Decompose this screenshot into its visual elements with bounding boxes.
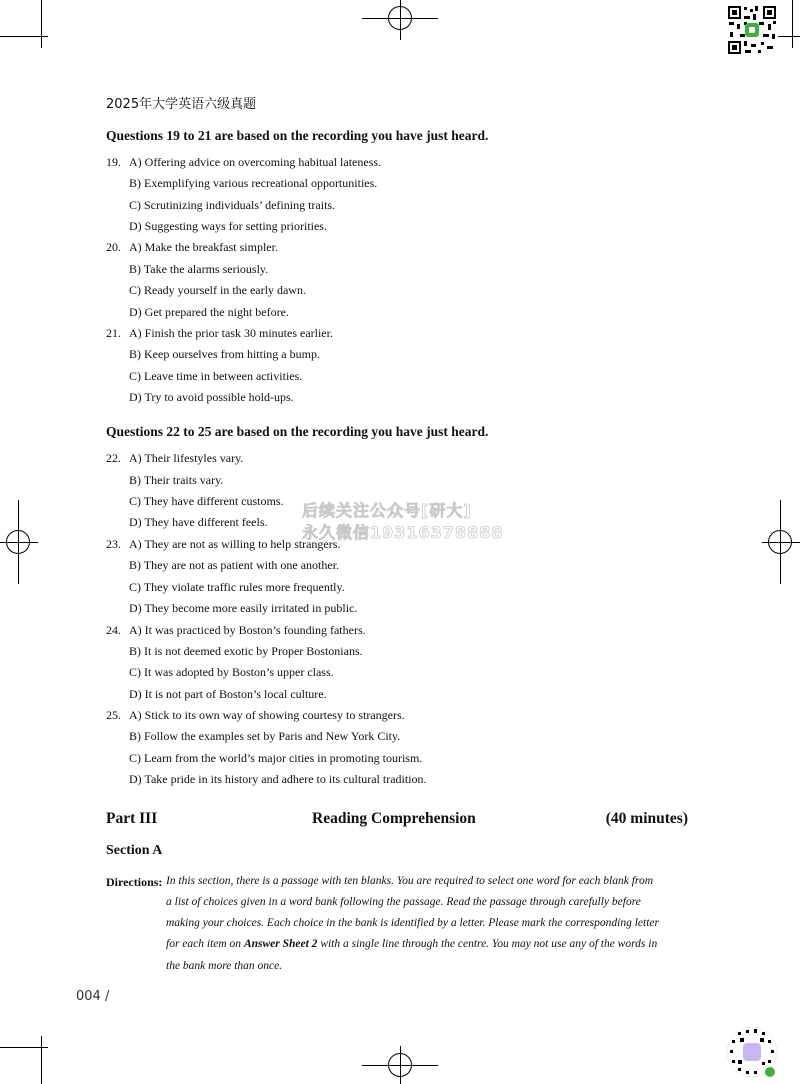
answer-sheet-ref: Answer Sheet 2 — [243, 938, 318, 950]
answer-option[interactable]: C) Ready yourself in the early dawn. — [129, 283, 306, 297]
answer-option[interactable]: A) Make the breakfast simpler. — [129, 240, 278, 254]
answer-option[interactable]: B) Their traits vary. — [129, 473, 224, 487]
answer-option[interactable]: C) Scrutinizing individuals’ defining traits. — [129, 198, 336, 212]
answer-option[interactable]: D) Suggesting ways for setting priorities. — [129, 219, 327, 233]
directions-prefix: for each item on — [166, 938, 242, 950]
answer-option[interactable]: B) Exemplifying various recreational opportunities. — [129, 176, 378, 190]
answer-option[interactable]: B) Take the alarms seriously. — [129, 262, 269, 276]
question-number: 23. — [106, 537, 121, 551]
answer-option[interactable]: A) Finish the prior task 30 minutes earlier. — [129, 326, 333, 340]
answer-option[interactable]: C) They violate traffic rules more frequently. — [129, 580, 345, 594]
question-number: 21. — [106, 326, 121, 340]
part-label: Part III — [106, 810, 158, 827]
answer-option[interactable]: B) It is not deemed exotic by Proper Bostonians. — [129, 644, 363, 658]
question-number: 20. — [106, 240, 121, 254]
watermark-line: 永久微信19316378888 — [302, 523, 504, 542]
crop-mark — [0, 36, 48, 37]
directions-line: a list of choices given in a word bank following the passage. Read the passage through carefully before — [166, 896, 641, 908]
directions-label: Directions: — [106, 875, 163, 889]
directions-suffix: with a single line through the centre. You may not use any of the words in — [320, 938, 658, 950]
crop-mark — [792, 0, 793, 48]
section-heading: Questions 22 to 25 are based on the recording you have just heard. — [106, 424, 489, 439]
answer-option[interactable]: A) Offering advice on overcoming habitual lateness. — [129, 155, 382, 169]
section-title: Section A — [106, 843, 163, 858]
question-number: 19. — [106, 155, 121, 169]
answer-option[interactable]: D) They have different feels. — [129, 515, 268, 529]
page-number: 004 / — [76, 989, 110, 1004]
answer-option[interactable]: B) Follow the examples set by Paris and New York City. — [129, 729, 401, 743]
registration-circle — [388, 1053, 412, 1077]
answer-option[interactable]: D) They become more easily irritated in public. — [129, 601, 358, 615]
answer-option[interactable]: C) They have different customs. — [129, 494, 284, 508]
answer-option[interactable]: A) Their lifestyles vary. — [129, 451, 244, 465]
registration-circle — [6, 530, 30, 554]
answer-option[interactable]: C) Leave time in between activities. — [129, 369, 303, 383]
answer-option[interactable]: D) It is not part of Boston’s local culture. — [129, 687, 327, 701]
question-number: 24. — [106, 623, 121, 637]
answer-option[interactable]: C) It was adopted by Boston’s upper class. — [129, 665, 334, 679]
answer-option[interactable]: C) Learn from the world’s major cities in promoting tourism. — [129, 751, 423, 765]
crop-mark — [41, 1036, 42, 1084]
registration-circle — [768, 530, 792, 554]
page-header-title: 2025年大学英语六级真题 — [106, 97, 257, 112]
answer-option[interactable]: D) Take pride in its history and adhere to its cultural tradition. — [129, 772, 427, 786]
watermark — [302, 500, 503, 544]
directions-line: the bank more than once. — [166, 960, 283, 972]
directions-line: In this section, there is a passage with ten blanks. You are required to select one word for each blank from — [166, 875, 653, 887]
question-number: 22. — [106, 451, 121, 465]
directions-line: making your choices. Each choice in the bank is identified by a letter. Please mark the corresponding letter — [166, 917, 659, 929]
answer-option[interactable]: B) Keep ourselves from hitting a bump. — [129, 347, 320, 361]
question-number: 25. — [106, 708, 121, 722]
qr-code-icon[interactable] — [726, 1026, 778, 1078]
answer-option[interactable]: D) Try to avoid possible hold-ups. — [129, 390, 294, 404]
crop-mark — [41, 0, 42, 48]
answer-option[interactable]: D) Get prepared the night before. — [129, 305, 289, 319]
answer-option[interactable]: A) Stick to its own way of showing courtesy to strangers. — [129, 708, 405, 722]
answer-option[interactable]: A) It was practiced by Boston’s founding fathers. — [129, 623, 366, 637]
watermark-line: 后续关注公众号[研大] — [302, 501, 472, 520]
part-title: Reading Comprehension — [312, 810, 476, 827]
qr-code-icon[interactable] — [726, 4, 778, 56]
answer-option[interactable]: A) They are not as willing to help strangers. — [129, 537, 341, 551]
crop-mark — [0, 1047, 48, 1048]
directions-line — [166, 938, 657, 950]
registration-circle — [388, 6, 412, 30]
section-heading: Questions 19 to 21 are based on the recording you have just heard. — [106, 128, 489, 143]
part-time: (40 minutes) — [605, 810, 688, 827]
answer-option[interactable]: B) They are not as patient with one another. — [129, 558, 340, 572]
